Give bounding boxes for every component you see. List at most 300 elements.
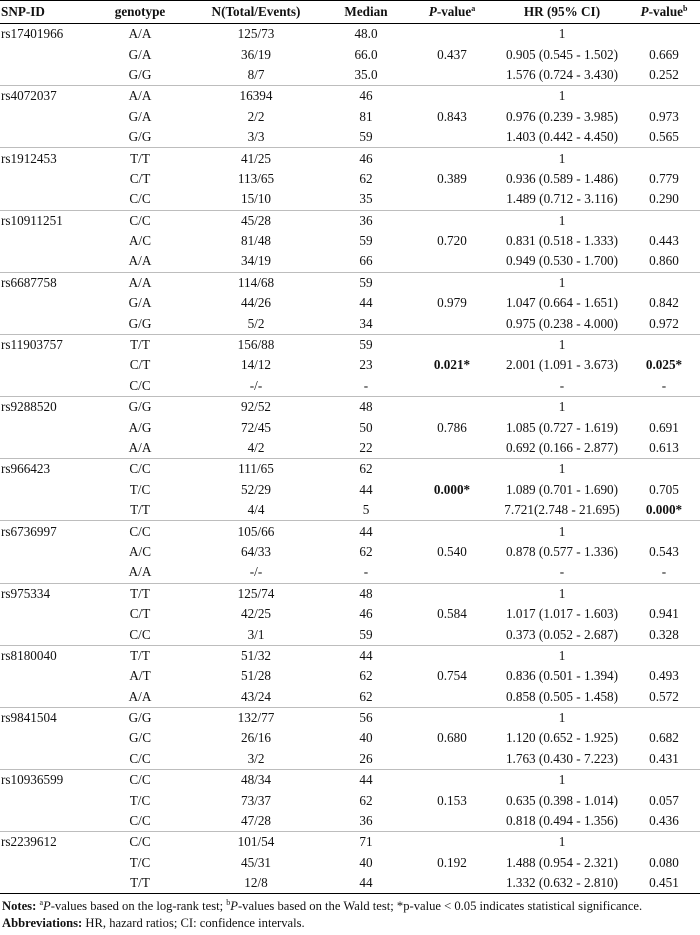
- p-value-logrank-cell: [408, 127, 496, 148]
- p-value-logrank-cell: [408, 148, 496, 169]
- genotype-cell: A/A: [128, 440, 152, 455]
- median-cell: 26: [359, 750, 373, 766]
- snp-id-cell: [0, 438, 92, 459]
- p-value-wald-cell: [628, 459, 700, 480]
- median-cell: 35.0: [354, 66, 378, 82]
- hr-ci-cell: 0.949 (0.530 - 1.700): [505, 253, 619, 269]
- table-row: [0, 397, 700, 418]
- p-value-logrank-cell: 0.720: [437, 233, 467, 249]
- snp-id-cell: [0, 65, 92, 86]
- table-row: [0, 189, 700, 210]
- table-notes: [0, 894, 700, 931]
- genotype-cell: C/C: [129, 750, 151, 766]
- n-total-events-cell: 73/37: [240, 792, 272, 808]
- snp-id-cell: [0, 480, 92, 500]
- snp-id-cell: [0, 293, 92, 313]
- table-row: [0, 293, 700, 313]
- table-row: [0, 666, 700, 686]
- genotype-cell: T/T: [92, 583, 188, 604]
- median-cell: 46: [324, 148, 408, 169]
- snp-id-cell: [0, 790, 92, 810]
- snp-id-cell: [0, 355, 92, 375]
- p-value-logrank-cell: 0.437: [437, 46, 467, 62]
- median-cell: 35: [359, 191, 373, 207]
- p-value-wald-cell: 0.290: [649, 191, 679, 207]
- median-cell: 56: [324, 707, 408, 728]
- n-total-events-cell: 72/45: [240, 419, 272, 435]
- p-value-wald-cell: 0.057: [649, 792, 679, 808]
- table-row: [0, 624, 700, 645]
- n-total-events-cell: 52/29: [240, 481, 272, 497]
- n-total-events-cell: 105/66: [188, 521, 324, 542]
- median-cell: 40: [359, 854, 373, 870]
- snp-id-cell: [0, 107, 92, 127]
- snp-id-cell: [0, 811, 92, 832]
- hr-ci-cell: 1.403 (0.442 - 4.450): [505, 129, 619, 145]
- n-total-events-cell: 81/48: [240, 233, 272, 249]
- genotype-cell: C/T: [129, 606, 151, 622]
- p-value-wald-cell: 0.543: [649, 543, 679, 559]
- genotype-cell: C/C: [129, 377, 151, 393]
- table-row: [0, 438, 700, 459]
- hr-ci-cell: 1.489 (0.712 - 3.116): [506, 191, 618, 207]
- snp-id-cell: rs6736997: [0, 521, 92, 542]
- hr-ci-cell: 0.831 (0.518 - 1.333): [505, 233, 619, 249]
- table-row: [0, 376, 700, 397]
- hr-ci-cell: 0.905 (0.545 - 1.502): [505, 46, 619, 62]
- n-total-events-cell: 51/28: [240, 668, 272, 684]
- hr-ci-cell: 1: [496, 521, 628, 542]
- n-total-events-cell: 3/2: [247, 750, 265, 766]
- snp-id-cell: rs6687758: [0, 272, 92, 293]
- hr-ci-cell: 1: [496, 459, 628, 480]
- hr-ci-cell: 0.373 (0.052 - 2.687): [505, 626, 619, 642]
- hr-ci-cell: 1.763 (0.430 - 7.223): [505, 750, 619, 766]
- genotype-cell: A/A: [128, 564, 152, 580]
- n-total-events-cell: 8/7: [247, 66, 265, 82]
- p-value-wald-cell: 0.252: [649, 66, 679, 82]
- n-total-events-cell: 16394: [188, 86, 324, 107]
- hr-ci-cell: 1: [496, 24, 628, 45]
- median-cell: 59: [324, 272, 408, 293]
- p-value-wald-cell: 0.973: [649, 108, 679, 124]
- p-value-logrank-cell: [408, 583, 496, 604]
- hr-ci-cell: 1.017 (1.017 - 1.603): [505, 606, 619, 622]
- p-value-wald-cell: [628, 832, 700, 853]
- p-value-logrank-cell: 0.153: [437, 792, 467, 808]
- snp-id-cell: [0, 666, 92, 686]
- p-value-wald-cell: [628, 583, 700, 604]
- genotype-cell: T/T: [92, 148, 188, 169]
- snp-id-cell: [0, 500, 92, 521]
- table-row: [0, 313, 700, 334]
- genotype-cell: A/A: [92, 24, 188, 45]
- p-value-logrank-cell: [408, 500, 496, 521]
- p-value-wald-cell: 0.493: [649, 668, 679, 684]
- n-total-events-cell: -/-: [249, 377, 263, 393]
- genotype-cell: A/C: [129, 543, 151, 559]
- hr-ci-cell: 1.047 (0.664 - 1.651): [505, 295, 619, 311]
- table-header-row: [0, 1, 700, 24]
- p-value-wald-cell: [628, 24, 700, 45]
- genotype-cell: C/C: [129, 626, 151, 642]
- snp-id-cell: [0, 562, 92, 583]
- p-value-logrank-cell: 0.540: [437, 543, 467, 559]
- p-value-wald-cell: [628, 334, 700, 355]
- median-cell: 71: [324, 832, 408, 853]
- p-value-wald-cell: [628, 707, 700, 728]
- notes-line: Notes: $^a$P-values based on the log-rank test; $^b$P-values based on the Wald test; *p-value < 0.05 indicates statistical significance.: [2, 898, 643, 914]
- hr-ci-cell: 0.692 (0.166 - 2.877): [505, 440, 619, 455]
- p-value-wald-cell: [628, 210, 700, 231]
- table-row: [0, 687, 700, 708]
- hr-ci-cell: 7.721(2.748 - 21.695): [504, 502, 620, 518]
- n-total-events-cell: 47/28: [240, 813, 272, 829]
- snp-id-cell: [0, 127, 92, 148]
- snp-id-cell: [0, 542, 92, 562]
- genotype-cell: T/C: [129, 481, 151, 497]
- p-value-wald-cell: 0.941: [649, 606, 679, 622]
- table-row: [0, 65, 700, 86]
- genotype-cell: C/C: [129, 191, 151, 207]
- p-value-logrank-cell: [408, 397, 496, 418]
- p-value-logrank-cell: [408, 687, 496, 708]
- table-row: [0, 251, 700, 272]
- p-value-logrank-cell: 0.192: [437, 854, 467, 870]
- n-total-events-cell: 51/32: [188, 645, 324, 666]
- n-total-events-cell: 132/77: [188, 707, 324, 728]
- hr-ci-cell: 1.332 (0.632 - 2.810): [496, 873, 628, 894]
- hr-ci-cell: 0.836 (0.501 - 1.394): [505, 668, 619, 684]
- p-value-wald-cell: [628, 148, 700, 169]
- median-cell: 44: [324, 645, 408, 666]
- hr-ci-cell: 1.085 (0.727 - 1.619): [505, 419, 619, 435]
- p-value-wald-cell: 0.613: [649, 440, 679, 455]
- p-value-logrank-cell: 0.021*: [433, 357, 471, 373]
- genotype-cell: T/T: [130, 502, 150, 518]
- genotype-cell: G/G: [128, 315, 152, 331]
- table-row: [0, 521, 700, 542]
- genotype-cell: T/C: [129, 854, 151, 870]
- genotype-cell: A/G: [128, 419, 152, 435]
- n-total-events-cell: 113/65: [237, 170, 275, 186]
- snp-id-cell: rs9841504: [0, 707, 92, 728]
- p-value-logrank-cell: 0.979: [437, 295, 467, 311]
- p-value-logrank-cell: [408, 873, 496, 894]
- snp-id-cell: [0, 189, 92, 210]
- table-row: [0, 231, 700, 251]
- snp-id-cell: [0, 624, 92, 645]
- hr-ci-cell: -: [559, 564, 565, 580]
- p-value-wald-cell: -: [661, 564, 667, 580]
- n-total-events-cell: 4/4: [247, 502, 265, 518]
- median-cell: 36: [359, 813, 373, 829]
- header-p-value-wald: P-value$^b$: [628, 1, 700, 24]
- n-total-events-cell: 36/19: [240, 46, 272, 62]
- median-cell: 62: [359, 668, 373, 684]
- p-value-logrank-cell: [408, 24, 496, 45]
- table-row: [0, 583, 700, 604]
- table-row: [0, 459, 700, 480]
- p-value-logrank-cell: [408, 334, 496, 355]
- p-value-wald-cell: 0.431: [649, 750, 679, 766]
- p-value-wald-cell: 0.860: [649, 253, 679, 269]
- genotype-cell: A/A: [128, 253, 152, 269]
- median-cell: 23: [359, 357, 373, 373]
- n-total-events-cell: 156/88: [188, 334, 324, 355]
- table-row: [0, 24, 700, 45]
- table-row: [0, 417, 700, 437]
- snp-id-cell: [0, 604, 92, 624]
- snp-id-cell: [0, 417, 92, 437]
- hr-ci-cell: 1.120 (0.652 - 1.925): [505, 730, 619, 746]
- snp-id-cell: rs10936599: [0, 770, 92, 791]
- p-value-logrank-cell: 0.000*: [433, 481, 471, 497]
- snp-id-cell: [0, 169, 92, 189]
- snp-id-cell: [0, 44, 92, 64]
- abbreviations-line: Abbreviations: HR, hazard ratios; CI: confidence intervals.: [2, 916, 305, 931]
- table-row: [0, 853, 700, 873]
- table-row: [0, 604, 700, 624]
- n-total-events-cell: 2/2: [247, 108, 265, 124]
- snp-id-cell: [0, 376, 92, 397]
- table-row: [0, 107, 700, 127]
- median-cell: 59: [359, 233, 373, 249]
- header-genotype: genotype: [92, 1, 188, 24]
- median-cell: 44: [359, 481, 373, 497]
- median-cell: -: [363, 377, 369, 393]
- p-value-wald-cell: 0.080: [649, 854, 679, 870]
- table-row: [0, 832, 700, 853]
- p-value-logrank-cell: 0.389: [437, 170, 467, 186]
- table-row: [0, 272, 700, 293]
- p-value-wald-cell: [628, 397, 700, 418]
- genotype-cell: C/T: [129, 357, 151, 373]
- p-value-logrank-cell: [408, 189, 496, 210]
- p-value-logrank-cell: 0.843: [437, 108, 467, 124]
- median-cell: 48: [324, 397, 408, 418]
- p-value-logrank-cell: [408, 438, 496, 459]
- hr-ci-cell: 1: [496, 334, 628, 355]
- table-row: [0, 127, 700, 148]
- p-value-logrank-cell: [408, 562, 496, 583]
- n-total-events-cell: 34/19: [240, 253, 272, 269]
- genotype-cell: C/C: [129, 813, 151, 829]
- median-cell: 66.0: [354, 46, 378, 62]
- snp-id-cell: rs975334: [0, 583, 92, 604]
- snp-id-cell: rs8180040: [0, 645, 92, 666]
- hr-ci-cell: -: [559, 377, 565, 393]
- snp-id-cell: rs10911251: [0, 210, 92, 231]
- median-cell: 44: [324, 770, 408, 791]
- n-total-events-cell: 41/25: [188, 148, 324, 169]
- genotype-cell: G/G: [128, 66, 152, 82]
- genotype-cell: G/G: [92, 397, 188, 418]
- snp-id-cell: rs17401966: [0, 24, 92, 45]
- genotype-cell: A/A: [128, 688, 152, 704]
- p-value-wald-cell: 0.779: [649, 170, 679, 186]
- snp-id-cell: rs4072037: [0, 86, 92, 107]
- header-n-total-events: N(Total/Events): [188, 1, 324, 24]
- hr-ci-cell: 1: [496, 832, 628, 853]
- genotype-cell: T/T: [92, 334, 188, 355]
- table-row: [0, 334, 700, 355]
- p-value-logrank-cell: 0.584: [437, 606, 467, 622]
- genotype-cell: G/A: [128, 295, 152, 311]
- hr-ci-cell: 0.878 (0.577 - 1.336): [505, 543, 619, 559]
- median-cell: 44: [359, 295, 373, 311]
- n-total-events-cell: 44/26: [240, 295, 272, 311]
- genotype-cell: G/G: [128, 129, 152, 145]
- table-row: [0, 562, 700, 583]
- hr-ci-cell: 1.576 (0.724 - 3.430): [505, 66, 619, 82]
- n-total-events-cell: 15/10: [240, 191, 272, 207]
- median-cell: 48.0: [324, 24, 408, 45]
- table-row: [0, 811, 700, 832]
- hr-ci-cell: 0.976 (0.239 - 3.985): [505, 108, 619, 124]
- p-value-logrank-cell: [408, 86, 496, 107]
- snp-id-cell: [0, 251, 92, 272]
- genotype-cell: G/G: [92, 707, 188, 728]
- p-value-wald-cell: 0.669: [649, 46, 679, 62]
- n-total-events-cell: 3/3: [247, 129, 265, 145]
- p-value-wald-cell: [628, 272, 700, 293]
- header-snp-id: SNP-ID: [0, 1, 92, 24]
- median-cell: 34: [359, 315, 373, 331]
- median-cell: 44: [324, 873, 408, 894]
- median-cell: 62: [324, 459, 408, 480]
- table-row: [0, 44, 700, 64]
- snp-id-cell: [0, 749, 92, 770]
- hr-ci-cell: 2.001 (1.091 - 3.673): [505, 357, 619, 373]
- n-total-events-cell: 45/31: [240, 854, 272, 870]
- table-row: [0, 728, 700, 748]
- hr-ci-cell: 0.936 (0.589 - 1.486): [505, 170, 619, 186]
- n-total-events-cell: 26/16: [240, 730, 272, 746]
- genotype-cell: A/A: [92, 86, 188, 107]
- table-row: [0, 210, 700, 231]
- table-row: [0, 645, 700, 666]
- n-total-events-cell: 125/74: [188, 583, 324, 604]
- hr-ci-cell: 1: [496, 645, 628, 666]
- genotype-cell: C/C: [92, 210, 188, 231]
- header-p-value-logrank: P-value$^a$: [408, 1, 496, 24]
- p-value-logrank-cell: [408, 313, 496, 334]
- p-value-logrank-cell: [408, 459, 496, 480]
- genotype-cell: T/T: [92, 873, 188, 894]
- hr-ci-cell: 1: [496, 272, 628, 293]
- n-total-events-cell: 43/24: [240, 688, 272, 704]
- p-value-logrank-cell: [408, 707, 496, 728]
- median-cell: 62: [359, 170, 373, 186]
- median-cell: 40: [359, 730, 373, 746]
- hr-ci-cell: 0.635 (0.398 - 1.014): [505, 792, 619, 808]
- median-cell: 48: [324, 583, 408, 604]
- hr-ci-cell: 0.858 (0.505 - 1.458): [505, 688, 619, 704]
- genotype-cell: C/C: [92, 521, 188, 542]
- p-value-logrank-cell: [408, 210, 496, 231]
- hr-ci-cell: 0.818 (0.494 - 1.356): [505, 813, 619, 829]
- p-value-wald-cell: 0.682: [649, 730, 679, 746]
- p-value-logrank-cell: [408, 521, 496, 542]
- median-cell: 62: [359, 792, 373, 808]
- genotype-cell: A/C: [129, 233, 151, 249]
- p-value-wald-cell: 0.000*: [645, 502, 683, 518]
- n-total-events-cell: 48/34: [188, 770, 324, 791]
- p-value-wald-cell: 0.025*: [645, 357, 683, 373]
- genotype-cell: G/A: [128, 108, 152, 124]
- genotype-cell: C/T: [129, 170, 151, 186]
- table-row: [0, 770, 700, 791]
- genotype-cell: A/T: [129, 668, 151, 684]
- genotype-cell: T/C: [129, 792, 151, 808]
- hr-ci-cell: 1: [496, 583, 628, 604]
- n-total-events-cell: 42/25: [240, 606, 272, 622]
- table-row: [0, 707, 700, 728]
- p-value-logrank-cell: [408, 65, 496, 86]
- median-cell: 44: [324, 521, 408, 542]
- median-cell: 46: [324, 86, 408, 107]
- n-total-events-cell: 64/33: [240, 543, 272, 559]
- median-cell: 59: [359, 626, 373, 642]
- table-row: [0, 749, 700, 770]
- median-cell: 66: [359, 253, 373, 269]
- n-total-events-cell: 5/2: [247, 315, 265, 331]
- snp-id-cell: rs2239612: [0, 832, 92, 853]
- table-row: [0, 790, 700, 810]
- genotype-cell: G/C: [129, 730, 151, 746]
- snp-id-cell: [0, 687, 92, 708]
- p-value-logrank-cell: [408, 376, 496, 397]
- snp-id-cell: rs11903757: [0, 334, 92, 355]
- n-total-events-cell: 114/68: [188, 272, 324, 293]
- median-cell: 81: [359, 108, 373, 124]
- table-row: [0, 169, 700, 189]
- header-hr-95ci: HR (95% CI): [496, 1, 628, 24]
- n-total-events-cell: 14/12: [240, 357, 272, 373]
- table-row: [0, 542, 700, 562]
- snp-id-cell: [0, 873, 92, 894]
- median-cell: 62: [359, 688, 373, 704]
- median-cell: 59: [359, 129, 373, 145]
- snp-id-cell: [0, 313, 92, 334]
- hr-ci-cell: 1.488 (0.954 - 2.321): [505, 854, 619, 870]
- p-value-logrank-cell: [408, 811, 496, 832]
- median-cell: 59: [324, 334, 408, 355]
- median-cell: 22: [359, 440, 373, 455]
- table-body: [0, 24, 700, 894]
- hr-ci-cell: 1: [496, 210, 628, 231]
- snp-id-cell: [0, 728, 92, 748]
- p-value-wald-cell: [628, 521, 700, 542]
- snp-id-cell: [0, 853, 92, 873]
- p-value-wald-cell: 0.842: [649, 295, 679, 311]
- n-total-events-cell: 125/73: [188, 24, 324, 45]
- p-value-logrank-cell: [408, 624, 496, 645]
- p-value-logrank-cell: 0.786: [437, 419, 467, 435]
- table-row: [0, 86, 700, 107]
- hr-ci-cell: 1: [496, 397, 628, 418]
- n-total-events-cell: -/-: [249, 564, 263, 580]
- median-cell: -: [363, 564, 369, 580]
- p-value-logrank-cell: [408, 645, 496, 666]
- p-value-logrank-cell: [408, 251, 496, 272]
- n-total-events-cell: 12/8: [188, 873, 324, 894]
- p-value-logrank-cell: [408, 832, 496, 853]
- header-median: Median: [324, 1, 408, 24]
- median-cell: 5: [362, 502, 370, 518]
- table-row: [0, 148, 700, 169]
